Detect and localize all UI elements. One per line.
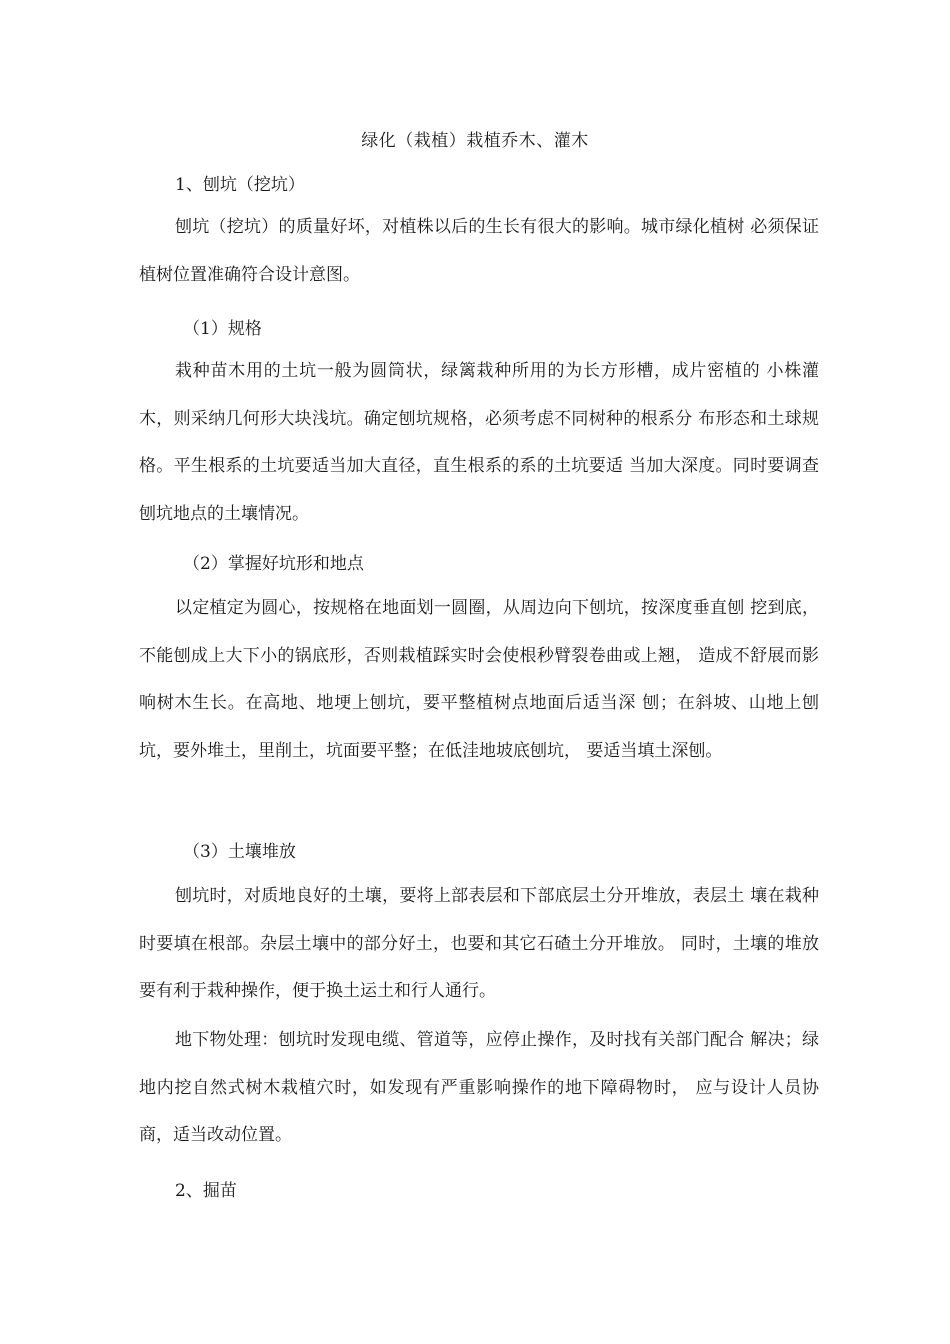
paragraph-spec: 栽种苗木用的土坑一般为圆筒状，绿篱栽种所用的为长方形槽，成片密植的 小株灌木，则采纳几何形大块浅坑。确定刨坑规格，必须考虑不同树种的根系分 布形态和土球规格。平生根系的土坑要适当加大直径，直生根系的系的土坑要适 当加大深度。同时要调查刨坑地点的土壤情况。 — [139, 361, 819, 524]
paragraph-digging-intro: 刨坑（挖坑）的质量好坏，对植株以后的生长有很大的影响。城市绿化植树 必须保证植树位置准确符合设计意图。 — [139, 217, 819, 285]
subheading-shape: （2）掌握好坑形和地点 — [183, 554, 364, 574]
paragraph-underground: 地下物处理：刨坑时发现电缆、管道等，应停止操作，及时找有关部门配合 解决；绿地内挖自然式树木栽植穴时，如发现有严重影响操作的地下障碍物时， 应与设计人员协商，适当改动位置。 — [139, 1030, 819, 1145]
section-heading-lifting: 2、掘苗 — [175, 1181, 237, 1201]
document-title: 绿化（栽植）栽植乔木、灌木 — [361, 131, 589, 151]
subheading-soil: （3）土壤堆放 — [183, 842, 296, 862]
paragraph-shape: 以定植定为圆心，按规格在地面划一圆圈，从周边向下刨坑，按深度垂直刨 挖到底，不能刨成上大下小的锅底形，否则栽植踩实时会使根秒臂裂卷曲或上翘， 造成不舒展而影响树木生长。在高地、地埂上刨坑，要平整植树点地面后适当深 刨；在斜坡、山地上刨坑，要外堆土，里削土，坑面要平整；在低洼地坡底刨坑， 要适当填土深刨。 — [139, 598, 819, 761]
paragraph-soil: 刨坑时，对质地良好的土壤，要将上部表层和下部底层土分开堆放，表层土 壤在栽种时要填在根部。杂层土壤中的部分好土，也要和其它石碴土分开堆放。 同时，土壤的堆放要有利于栽种操作，便于换土运土和行人通行。 — [139, 886, 819, 1001]
subheading-spec: （1）规格 — [183, 319, 262, 339]
section-heading-digging: 1、刨坑（挖坑） — [175, 175, 305, 195]
